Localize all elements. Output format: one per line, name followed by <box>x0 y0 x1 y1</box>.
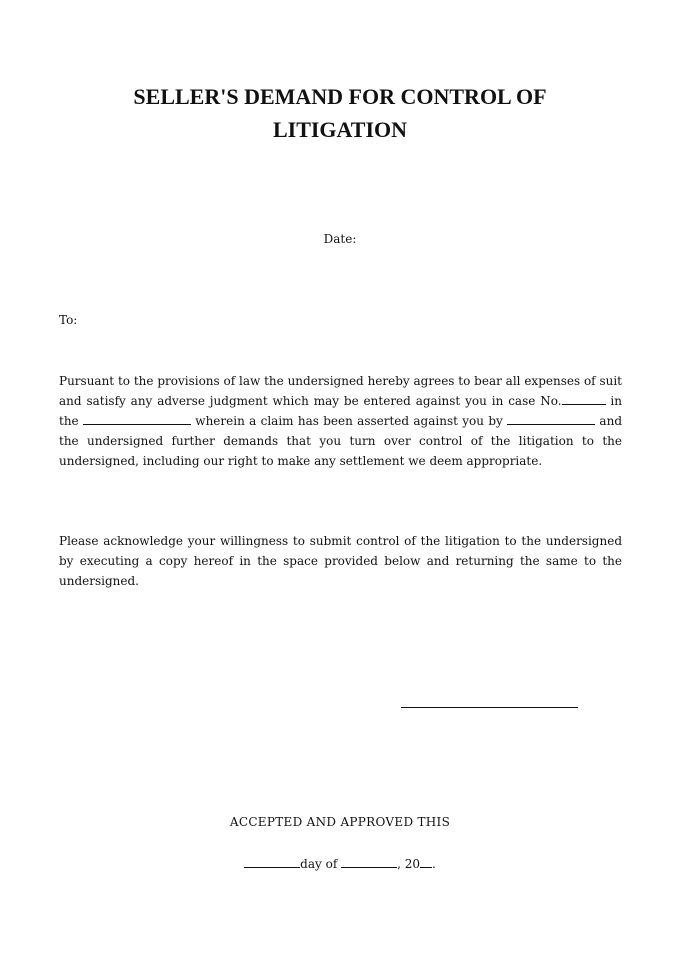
paragraph1-part4: and the undersigned further demands that you turn over control of the litigation to the undersigned, including our right to make any settlement we deem appropriate. <box>59 414 622 468</box>
year-blank[interactable] <box>420 855 432 868</box>
month-blank[interactable] <box>341 855 397 868</box>
accepted-label: ACCEPTED AND APPROVED THIS <box>229 815 451 829</box>
title-line-2: LITIGATION <box>272 117 408 142</box>
year-suffix: . <box>432 857 436 871</box>
signature-line[interactable] <box>401 707 578 708</box>
date-label: Date: <box>323 232 357 246</box>
case-number-blank[interactable] <box>562 392 606 405</box>
document-title <box>60 80 620 146</box>
day-label: day of <box>300 857 342 871</box>
paragraph1-part3: wherein a claim has been asserted against you by <box>190 414 508 428</box>
claimant-blank[interactable] <box>507 412 595 425</box>
paragraph-demand <box>59 371 622 471</box>
paragraph1-part1: Pursuant to the provisions of law the undersigned hereby agrees to bear all expenses of suit and satisfy any adverse judgment which may be entered against you in case No. <box>59 374 622 408</box>
title-line-1: SELLER'S DEMAND FOR CONTROL OF <box>133 84 547 109</box>
paragraph-acknowledge: Please acknowledge your willingness to submit control of the litigation to the undersigned by executing a copy hereof in the space provided below and returning the same to the undersigned. <box>59 534 622 588</box>
day-blank[interactable] <box>244 855 300 868</box>
court-blank[interactable] <box>83 412 191 425</box>
acceptance-date-line <box>0 855 680 871</box>
paragraph1-part2: in the <box>59 394 622 428</box>
year-prefix: , 20 <box>397 857 420 871</box>
to-label: To: <box>59 313 78 327</box>
